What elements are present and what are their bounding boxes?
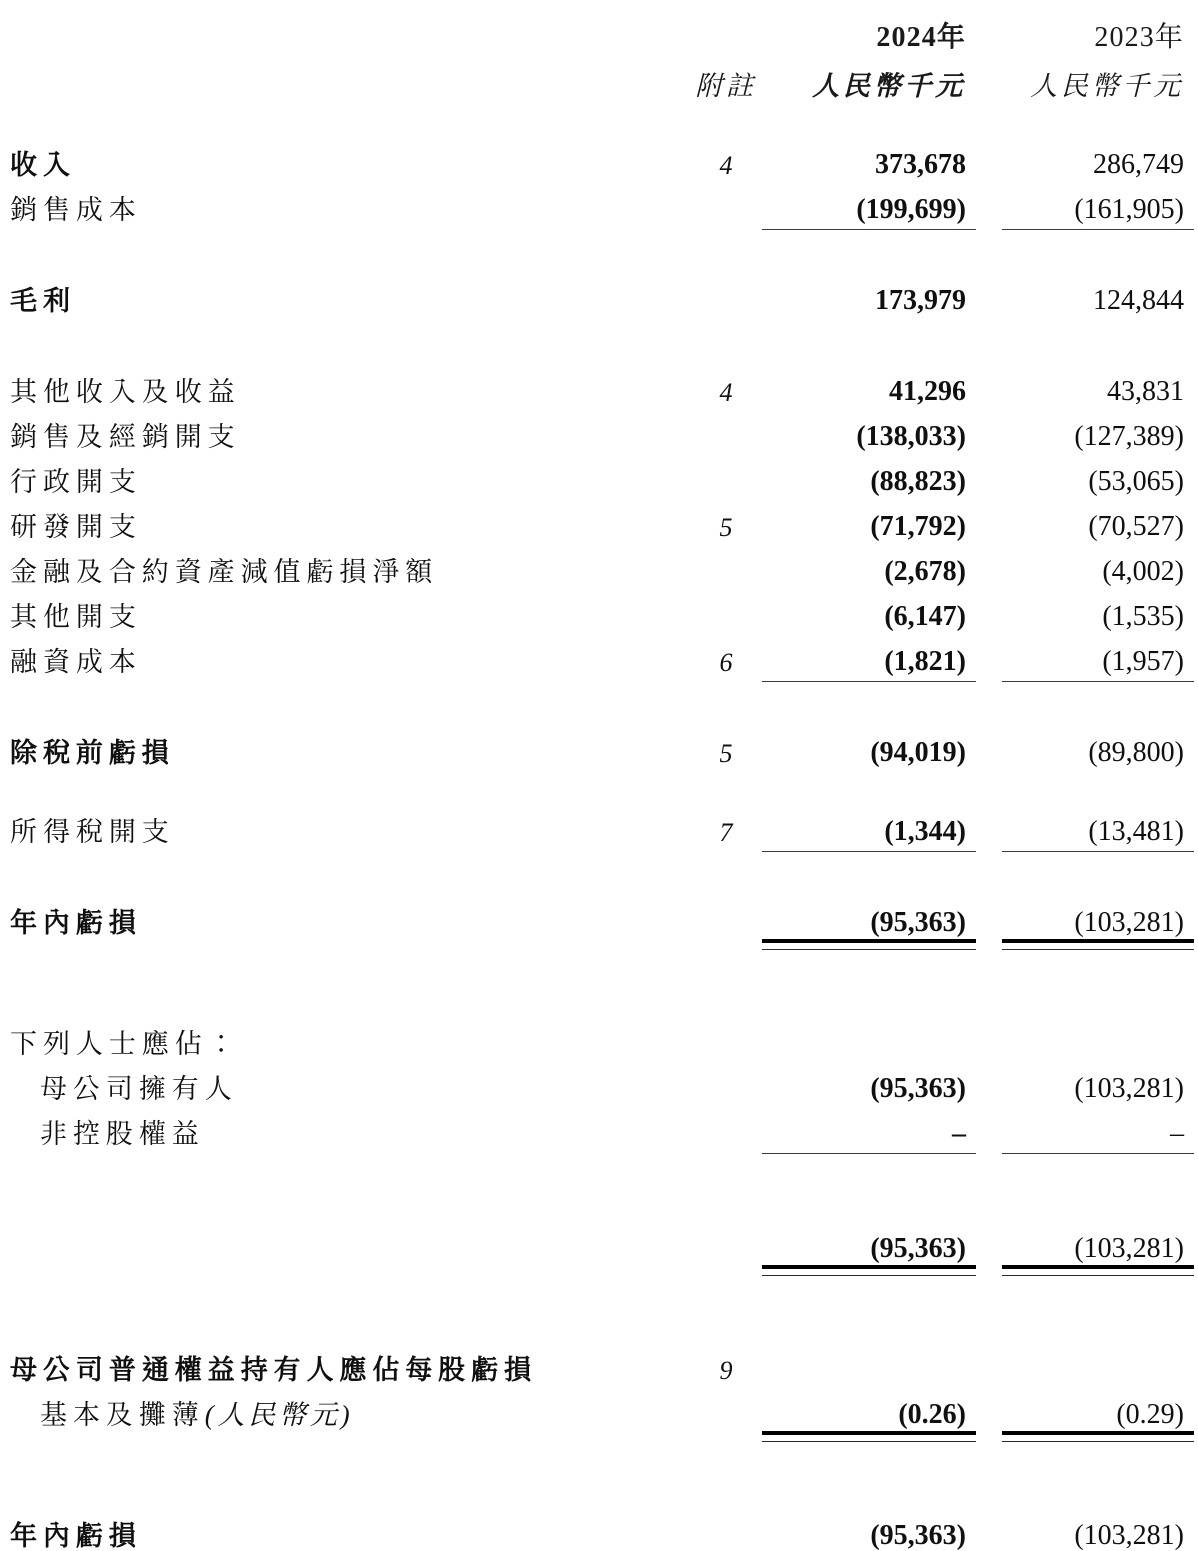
row-previous-finance-costs: (1,957): [1102, 646, 1184, 677]
total-double-rule-current: [762, 1263, 980, 1281]
table-header-unit-row: [0, 52, 1198, 100]
row-note-eps-heading: 9: [719, 1356, 733, 1385]
row-note-selling-expenses: [690, 406, 762, 451]
row-note-eps-basic-diluted: [690, 1384, 762, 1429]
row-label-cost-of-sales: 銷售成本: [10, 195, 142, 225]
row-note-finance-costs: 6: [719, 648, 733, 677]
row-label-attributable-total: [0, 1218, 690, 1263]
row-note-other-expenses: [690, 586, 762, 631]
rule-row-after-income-tax: [0, 846, 1198, 858]
spacer-before-eps: [0, 1281, 1198, 1339]
row-previous-revenue: 286,749: [1093, 149, 1184, 180]
header-note-label: 附註: [695, 71, 757, 101]
row-note-admin-expenses: [690, 451, 762, 496]
row-label-eps-basic-diluted: [0, 1384, 690, 1429]
spacer-before-loss-for-year: [0, 858, 1198, 892]
spacer-before-income-tax: [0, 767, 1198, 801]
row-current-income-tax: (1,344): [884, 816, 966, 847]
rule-row-double-after-eps: [0, 1429, 1198, 1447]
header-gap-1: [980, 0, 1002, 52]
row-note-non-controlling-interests: [690, 1103, 762, 1148]
table-row-selling-expenses: [0, 406, 1198, 451]
row-label-income-tax: 所得稅開支: [10, 817, 175, 847]
row-label-finance-costs: 融資成本: [10, 647, 142, 677]
subtotal-rule-current: [762, 676, 980, 688]
row-label-non-controlling-interests: 非控股權益: [40, 1119, 205, 1149]
subtotal-rule-previous: [1002, 224, 1198, 236]
row-label-other-income: 其他收入及收益: [10, 377, 241, 407]
total-double-rule-previous: [1002, 1429, 1198, 1447]
spacer-before-bottom-loss: [0, 1447, 1198, 1505]
row-note-rd-expenses: 5: [719, 513, 733, 542]
row-previous-loss-for-year-bottom: (103,281): [1074, 1520, 1184, 1551]
table-row-eps-heading: [0, 1339, 1198, 1384]
row-current-attributable-to: [762, 1013, 980, 1058]
row-note-loss-for-year: [690, 892, 762, 937]
spacer-after-header: [0, 100, 1198, 134]
spacer-before-attributable-total: [0, 1160, 1198, 1218]
table-row-loss-for-year-bottom: [0, 1505, 1198, 1550]
row-previous-cost-of-sales: (161,905): [1074, 194, 1184, 225]
row-note-impairment-losses: [690, 541, 762, 586]
subtotal-rule-previous: [1002, 1148, 1198, 1160]
table-row-finance-costs: [0, 631, 1198, 676]
total-double-rule-current: [762, 1429, 980, 1447]
row-current-owners-of-parent: (95,363): [870, 1073, 966, 1104]
table-row-non-controlling-interests: [0, 1103, 1198, 1148]
total-double-rule-current: [762, 937, 980, 955]
header-current-unit: 人民幣千元: [812, 71, 966, 101]
row-label-loss-before-tax: 除稅前虧損: [10, 738, 175, 768]
rule-row-after-cost-of-sales: [0, 224, 1198, 236]
row-current-cost-of-sales: (199,699): [856, 194, 966, 225]
row-current-gross-profit: 173,979: [875, 285, 966, 316]
row-note-cost-of-sales: [690, 179, 762, 224]
table-row-admin-expenses: [0, 451, 1198, 496]
eps-label-currency-unit: (人民幣元): [204, 1400, 354, 1430]
total-double-rule-previous: [1002, 937, 1198, 955]
rule-row-after-non-controlling: [0, 1148, 1198, 1160]
subtotal-rule-current: [762, 224, 980, 236]
row-label-loss-for-year: 年內虧損: [10, 908, 142, 938]
row-current-finance-costs: (1,821): [884, 646, 966, 677]
row-label-attributable-to: 下列人士應佔：: [10, 1029, 241, 1059]
row-current-selling-expenses: (138,033): [856, 421, 966, 452]
row-previous-selling-expenses: (127,389): [1074, 421, 1184, 452]
table-row-revenue: [0, 134, 1198, 179]
subtotal-rule-current: [762, 846, 980, 858]
row-previous-impairment-losses: (4,002): [1102, 556, 1184, 587]
row-previous-rd-expenses: (70,527): [1088, 511, 1184, 542]
eps-label-main: 基本及攤薄: [40, 1400, 205, 1430]
row-note-attributable-to: [690, 1013, 762, 1058]
row-note-revenue: 4: [719, 151, 733, 180]
row-label-loss-for-year-bottom: 年內虧損: [10, 1521, 142, 1551]
row-label-admin-expenses: 行政開支: [10, 467, 142, 497]
row-previous-other-income: 43,831: [1107, 376, 1184, 407]
spacer-before-loss-before-tax: [0, 688, 1198, 722]
row-previous-loss-for-year: (103,281): [1074, 907, 1184, 938]
row-previous-gross-profit: 124,844: [1093, 285, 1184, 316]
row-note-income-tax: 7: [719, 818, 733, 847]
header-label-spacer: [0, 0, 690, 52]
spacer-before-gross-profit: [0, 236, 1198, 270]
table-row-other-expenses: [0, 586, 1198, 631]
rule-row-after-finance-costs: [0, 676, 1198, 688]
table-row-loss-before-tax: [0, 722, 1198, 767]
table-row-impairment-losses: [0, 541, 1198, 586]
row-previous-loss-before-tax: (89,800): [1088, 737, 1184, 768]
subtotal-rule-current: [762, 1148, 980, 1160]
row-current-non-controlling-interests: –: [952, 1118, 966, 1149]
row-current-loss-for-year-bottom: (95,363): [870, 1520, 966, 1551]
table-row-loss-for-year: [0, 892, 1198, 937]
row-note-other-income: 4: [719, 378, 733, 407]
row-previous-eps-basic-diluted: (0.29): [1116, 1399, 1184, 1430]
row-previous-attributable-to: [1002, 1013, 1198, 1058]
header-previous-year: 2023年: [1094, 22, 1184, 53]
table-header-year-row: [0, 0, 1198, 52]
spacer-after-gross-profit: [0, 315, 1198, 361]
rule-row-double-after-attributable-total: [0, 1263, 1198, 1281]
row-label-selling-expenses: 銷售及經銷開支: [10, 422, 241, 452]
table-row-attributable-total: [0, 1218, 1198, 1263]
header-label-spacer-2: [0, 52, 690, 100]
subtotal-rule-previous: [1002, 846, 1198, 858]
row-label-impairment-losses: 金融及合約資產減值虧損淨額: [10, 557, 439, 587]
header-current-year: 2024年: [876, 22, 966, 53]
header-gap-2: [980, 52, 1002, 100]
table-row-eps-basic-diluted: [0, 1384, 1198, 1429]
row-current-eps-heading: [762, 1339, 980, 1384]
row-label-revenue: 收入: [10, 150, 76, 180]
row-current-impairment-losses: (2,678): [884, 556, 966, 587]
row-label-gross-profit: 毛利: [10, 286, 76, 316]
spacer-before-attributable: [0, 955, 1198, 1013]
row-current-eps-basic-diluted: (0.26): [898, 1399, 966, 1430]
row-current-other-expenses: (6,147): [884, 601, 966, 632]
table-row-cost-of-sales: [0, 179, 1198, 224]
total-double-rule-previous: [1002, 1263, 1198, 1281]
row-current-other-income: 41,296: [889, 376, 966, 407]
row-note-loss-for-year-bottom: [690, 1505, 762, 1550]
row-previous-non-controlling-interests: –: [1170, 1118, 1184, 1149]
row-previous-attributable-total: (103,281): [1074, 1233, 1184, 1264]
header-note-spacer: [690, 0, 762, 52]
table-row-income-tax: [0, 801, 1198, 846]
rule-row-double-after-loss-for-year: [0, 937, 1198, 955]
row-previous-other-expenses: (1,535): [1102, 601, 1184, 632]
row-label-rd-expenses: 研發開支: [10, 512, 142, 542]
table-row-gross-profit: [0, 270, 1198, 315]
row-note-attributable-total: [690, 1218, 762, 1263]
row-note-loss-before-tax: 5: [719, 739, 733, 768]
table-row-owners-of-parent: [0, 1058, 1198, 1103]
row-label-eps-heading: 母公司普通權益持有人應佔每股虧損: [10, 1355, 538, 1385]
table-row-attributable-heading: [0, 1013, 1198, 1058]
row-previous-income-tax: (13,481): [1088, 816, 1184, 847]
table-row-rd-expenses: [0, 496, 1198, 541]
row-current-loss-for-year: (95,363): [870, 907, 966, 938]
row-label-other-expenses: 其他開支: [10, 602, 142, 632]
row-label-owners-of-parent: 母公司擁有人: [40, 1074, 238, 1104]
header-previous-unit: 人民幣千元: [1030, 71, 1184, 101]
row-current-admin-expenses: (88,823): [870, 466, 966, 497]
row-current-revenue: 373,678: [875, 149, 966, 180]
row-current-loss-before-tax: (94,019): [870, 737, 966, 768]
row-previous-eps-heading: [1002, 1339, 1198, 1384]
subtotal-rule-previous: [1002, 676, 1198, 688]
row-previous-admin-expenses: (53,065): [1088, 466, 1184, 497]
row-previous-owners-of-parent: (103,281): [1074, 1073, 1184, 1104]
table-row-other-income: [0, 361, 1198, 406]
row-current-rd-expenses: (71,792): [870, 511, 966, 542]
row-current-attributable-total: (95,363): [870, 1233, 966, 1264]
row-note-gross-profit: [690, 270, 762, 315]
row-note-owners-of-parent: [690, 1058, 762, 1103]
